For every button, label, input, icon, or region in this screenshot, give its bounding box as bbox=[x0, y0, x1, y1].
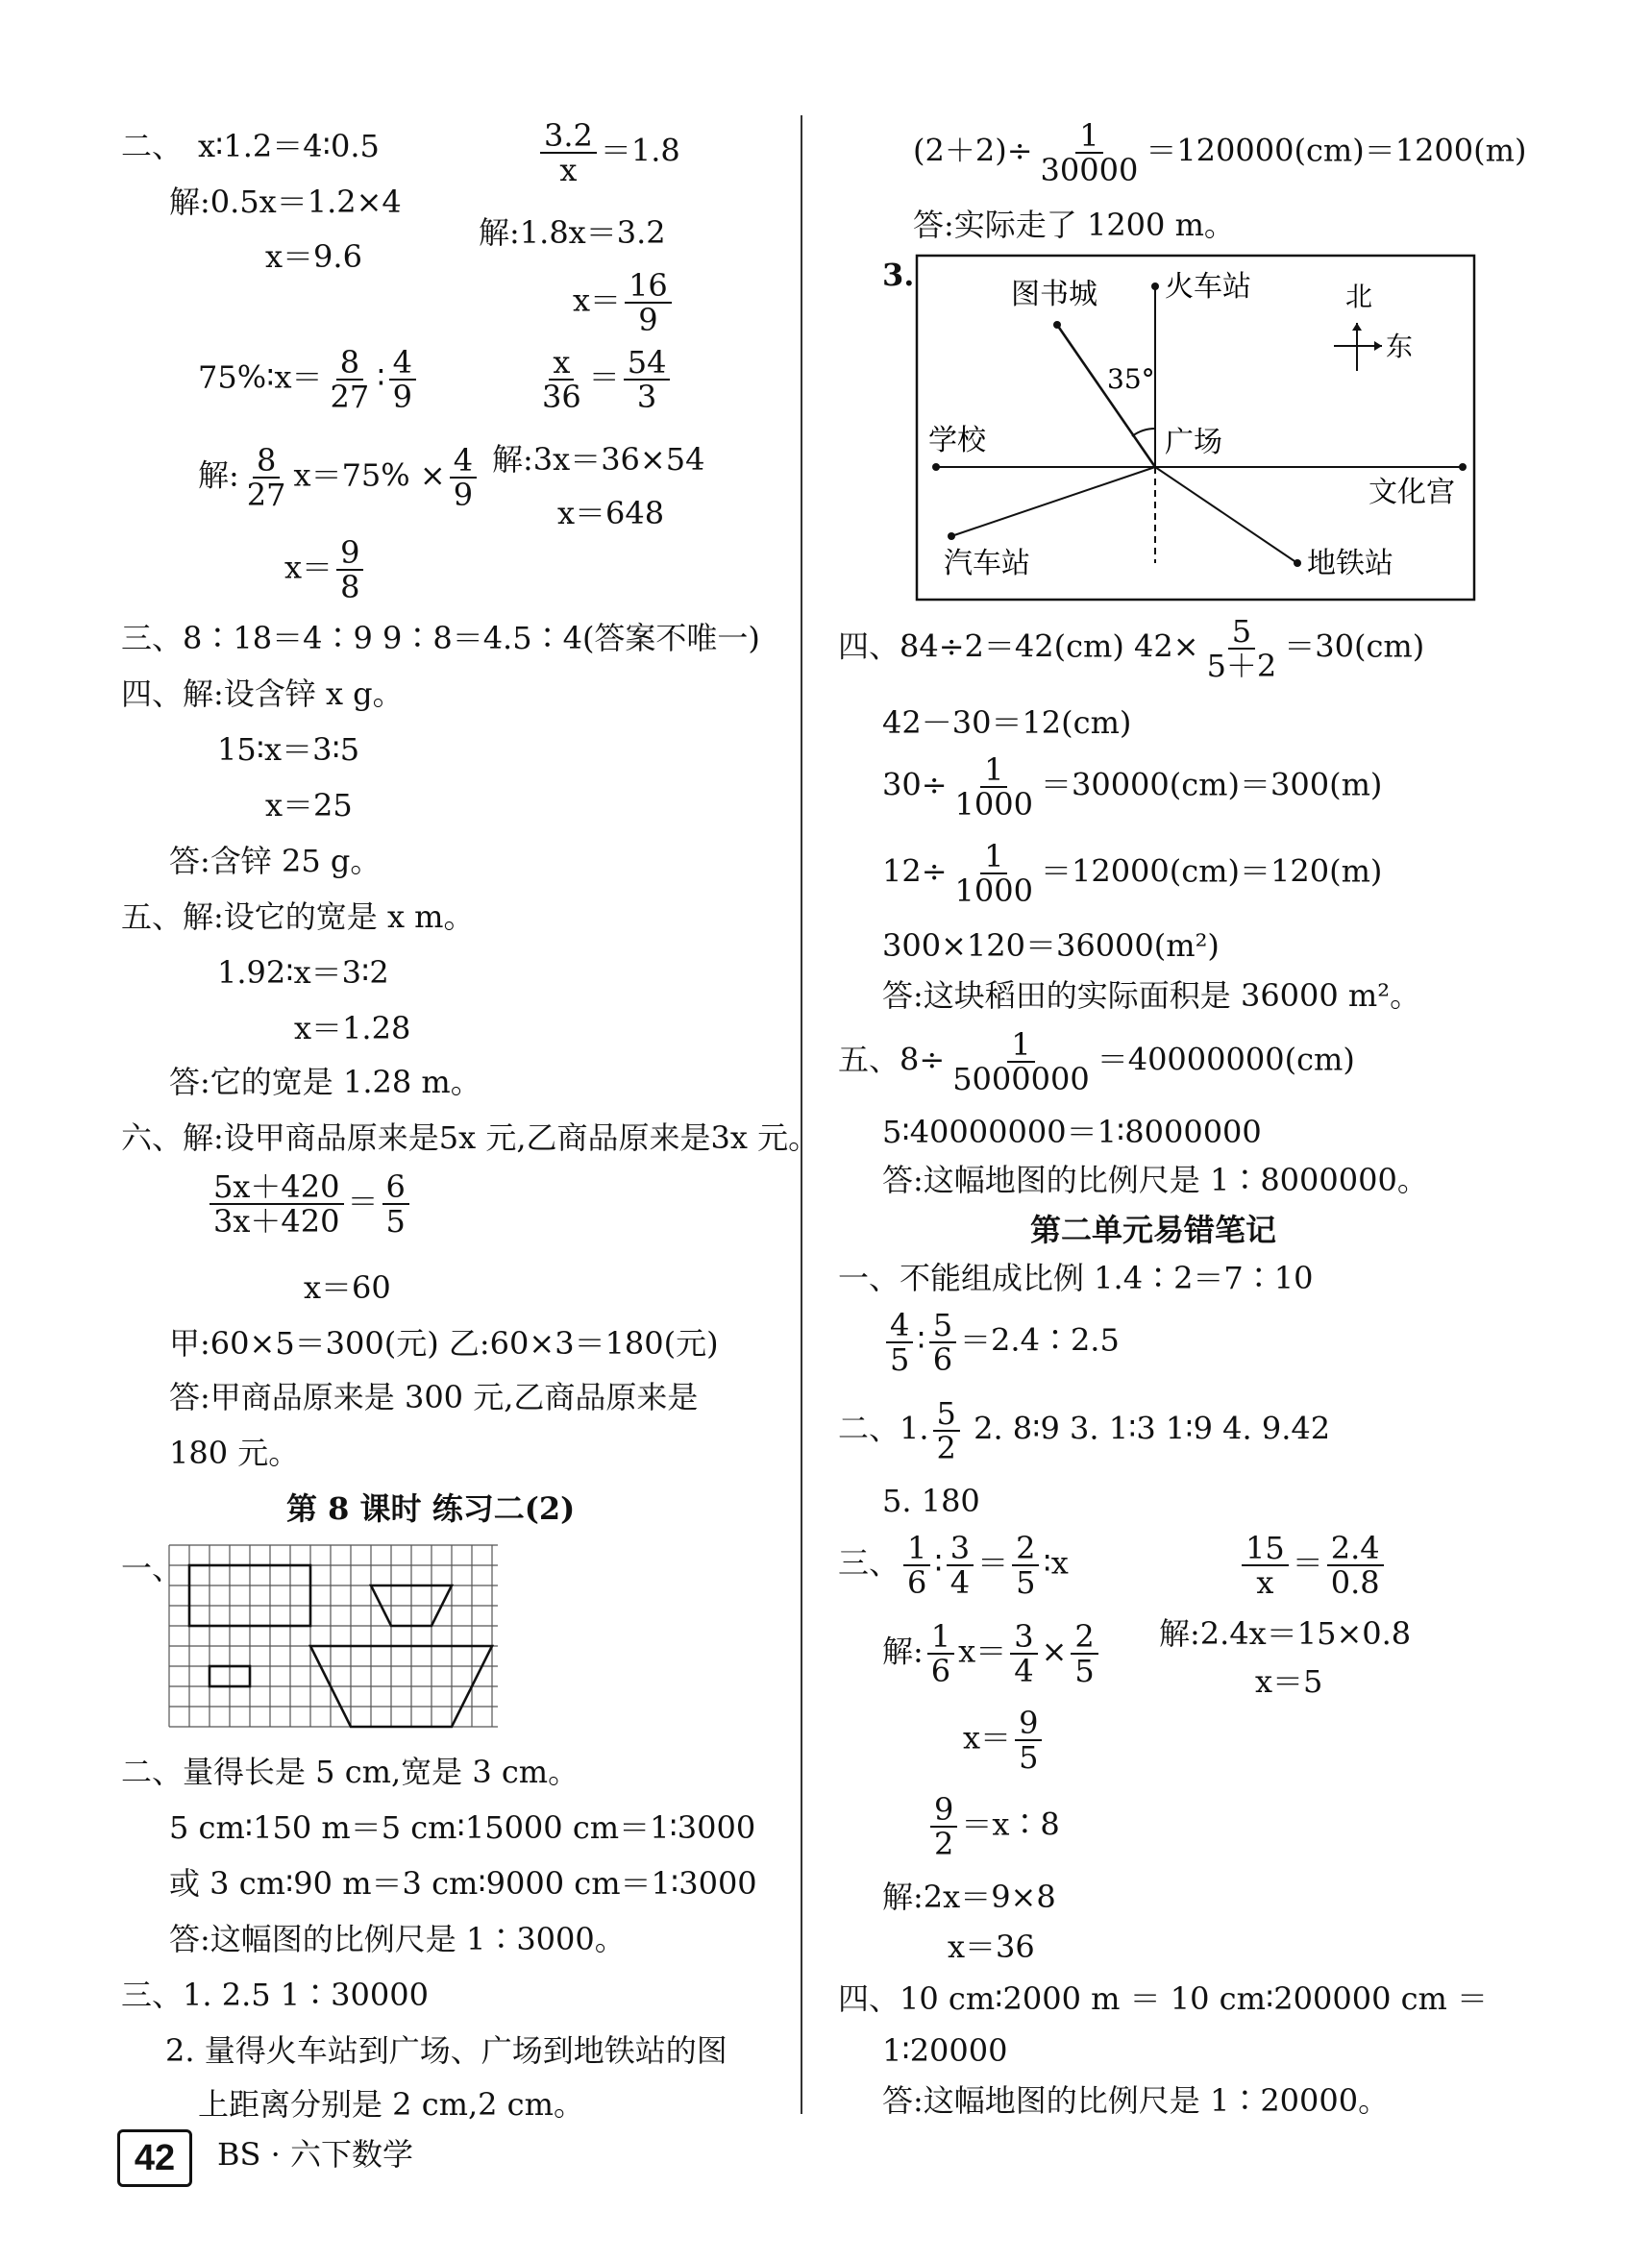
calculation: 12÷ $\frac{1}{1000}$ ＝12000(cm)＝120(m) bbox=[882, 838, 1383, 909]
fraction: $\frac{5}{5+2}$ bbox=[1206, 613, 1277, 684]
fraction: $\frac{4}{9}$ bbox=[450, 444, 477, 511]
solution-step: 解:2x＝9×8 bbox=[882, 1879, 1056, 1915]
book-label: BS · 六下数学 bbox=[217, 2136, 413, 2173]
answer: x＝9.6 bbox=[265, 238, 362, 275]
answer: 1∶20000 bbox=[882, 2032, 1008, 2069]
answer: x＝60 bbox=[304, 1269, 391, 1306]
angle-label: 35° bbox=[1107, 363, 1155, 395]
page-number: 42 bbox=[117, 2129, 192, 2187]
problem-text: 2. 量得火车站到广场、广场到地铁站的图 bbox=[165, 2032, 727, 2069]
unit-title: 第二单元易错笔记 bbox=[1030, 1212, 1277, 1248]
answer-sentence: 答:含锌 25 g。 bbox=[169, 843, 382, 879]
section-4: 四、84÷2＝42(cm) 42× $\frac{5}{5+2}$ ＝30(cm) bbox=[838, 613, 1425, 684]
section-2: 二、量得长是 5 cm,宽是 3 cm。 bbox=[121, 1754, 579, 1790]
fraction: $\frac{3.2}{x}$ bbox=[540, 119, 597, 186]
culture-label: 文化宫 bbox=[1368, 476, 1455, 509]
section-3: 三、1. 2.5 1∶30000 bbox=[121, 1977, 429, 2013]
section-3: 三、 $\frac{1}{6}$ ∶ $\frac{3}{4}$ ＝ $\frac{2}{5}$ ∶x bbox=[838, 1530, 1069, 1601]
fraction: $\frac{2}{5}$ bbox=[1012, 1532, 1039, 1599]
section-5: 五、8÷ $\frac{1}{5000000}$ ＝40000000(cm) bbox=[838, 1026, 1355, 1097]
section-5: 五、解:设它的宽是 x m。 bbox=[121, 898, 475, 935]
calculation: 30÷ $\frac{1}{1000}$ ＝30000(cm)＝300(m) bbox=[882, 751, 1383, 823]
fraction: $\frac{1}{30000}$ bbox=[1040, 117, 1139, 188]
fraction: $\frac{1}{5000000}$ bbox=[952, 1026, 1090, 1097]
equation: $\frac{5x+420}{3x+420}$ ＝ $\frac{6}{5}$ bbox=[206, 1170, 413, 1238]
fraction: $\frac{8}{27}$ bbox=[246, 442, 286, 513]
section-6: 六、解:设甲商品原来是5x 元,乙商品原来是3x 元。 bbox=[121, 1119, 820, 1156]
fraction: $\frac{2}{5}$ bbox=[1071, 1620, 1097, 1687]
answer: x＝648 bbox=[557, 495, 665, 531]
fraction: $\frac{16}{9}$ bbox=[625, 269, 672, 336]
solution-step: 解: $\frac{1}{6}$ x＝ $\frac{3}{4}$ × $\frac{2}{5}$ bbox=[882, 1620, 1102, 1687]
answer-sentence: 答:这幅图的比例尺是 1∶3000。 bbox=[169, 1921, 626, 1957]
library-dot bbox=[1053, 321, 1061, 329]
fraction: $\frac{9}{8}$ bbox=[336, 536, 363, 603]
fraction: $\frac{54}{3}$ bbox=[624, 346, 671, 413]
fraction: $\frac{8}{27}$ bbox=[330, 344, 370, 415]
east-label: 东 bbox=[1386, 331, 1414, 362]
bus-dot bbox=[948, 532, 955, 540]
calculation: 42－30＝12(cm) bbox=[882, 704, 1132, 741]
school-label: 学校 bbox=[928, 424, 986, 457]
answer-sentence: 答:它的宽是 1.28 m。 bbox=[169, 1064, 481, 1100]
fraction: $\frac{9}{5}$ bbox=[1015, 1707, 1042, 1774]
answer-sentence: 答:实际走了 1200 m。 bbox=[913, 207, 1235, 243]
school-dot bbox=[932, 463, 940, 471]
square-label: 广场 bbox=[1165, 426, 1222, 459]
section-1: 一、不能组成比例 1.4∶2＝7∶10 bbox=[838, 1260, 1314, 1296]
calculation: 5∶40000000＝1∶8000000 bbox=[882, 1114, 1262, 1150]
angle-arc bbox=[1132, 429, 1155, 436]
answer-sentence: 答:甲商品原来是 300 元,乙商品原来是 bbox=[169, 1379, 699, 1415]
problem-text: 上距离分别是 2 cm,2 cm。 bbox=[198, 2086, 584, 2123]
fraction: $\frac{15}{x}$ bbox=[1242, 1532, 1289, 1599]
section-4: 四、10 cm∶2000 m ＝ 10 cm∶200000 cm ＝ bbox=[838, 1980, 1489, 2017]
fraction: $\frac{3}{4}$ bbox=[947, 1532, 974, 1599]
calculation: 5 cm∶150 m＝5 cm∶15000 cm＝1∶3000 bbox=[169, 1809, 756, 1846]
answer: x＝36 bbox=[948, 1929, 1035, 1965]
fraction: $\frac{1}{6}$ bbox=[903, 1532, 930, 1599]
answer: x＝5 bbox=[1255, 1663, 1323, 1700]
section-4: 四、解:设含锌 x g。 bbox=[121, 676, 404, 712]
solution-step: 解:0.5x＝1.2×4 bbox=[169, 184, 402, 220]
answer-sentence: 答:这幅地图的比例尺是 1∶8000000。 bbox=[882, 1162, 1428, 1198]
equation: 75%∶x＝ $\frac{8}{27}$ ∶ $\frac{4}{9}$ bbox=[198, 346, 420, 413]
section-2-header: 二、 bbox=[121, 128, 184, 164]
grid-drawing bbox=[167, 1543, 500, 1732]
lesson-title: 第 8 课时 练习二(2) bbox=[286, 1490, 576, 1527]
solution-step: 解:2.4x＝15×0.8 bbox=[1159, 1615, 1412, 1652]
subway-line bbox=[1155, 467, 1297, 563]
section-2: 二、1. $\frac{5}{2}$ 2. 8∶9 3. 1∶3 1∶9 4. 9.42 bbox=[838, 1395, 1331, 1466]
fraction: $\frac{9}{2}$ bbox=[930, 1793, 957, 1860]
fraction: $\frac{2.4}{0.8}$ bbox=[1327, 1532, 1384, 1599]
north-label: 北 bbox=[1345, 281, 1373, 312]
answer: x＝25 bbox=[265, 787, 353, 823]
calculation: $\frac{4}{5}$ ∶ $\frac{5}{6}$ ＝2.4∶2.5 bbox=[882, 1309, 1120, 1376]
answer: x＝ $\frac{16}{9}$ bbox=[573, 269, 676, 336]
fraction: $\frac{4}{9}$ bbox=[389, 346, 416, 413]
equation: $\frac{9}{2}$ ＝x∶8 bbox=[926, 1793, 1060, 1860]
section-3: 三、8∶18＝4∶9 9∶8＝4.5∶4(答案不唯一) bbox=[121, 620, 760, 656]
fraction: $\frac{5}{6}$ bbox=[929, 1309, 956, 1376]
library-label: 图书城 bbox=[1011, 278, 1097, 311]
culture-dot bbox=[1459, 463, 1467, 471]
solution-step: 解: $\frac{8}{27}$ x＝75% × $\frac{4}{9}$ bbox=[198, 444, 481, 511]
fraction: $\frac{1}{1000}$ bbox=[954, 751, 1033, 823]
grid-lines bbox=[169, 1545, 498, 1727]
calculation: 甲:60×5＝300(元) 乙:60×3＝180(元) bbox=[169, 1325, 719, 1362]
bus-label: 汽车站 bbox=[944, 547, 1030, 580]
answer: x＝1.28 bbox=[294, 1010, 411, 1046]
fraction: $\frac{5x+420}{3x+420}$ bbox=[210, 1170, 344, 1238]
item-label: 3. bbox=[882, 257, 915, 293]
subway-dot bbox=[1294, 559, 1301, 567]
answer: x＝ $\frac{9}{5}$ bbox=[963, 1707, 1046, 1774]
section-1-label: 一、 bbox=[121, 1550, 184, 1586]
compass-icon bbox=[1334, 323, 1382, 371]
fraction: $\frac{1}{6}$ bbox=[927, 1620, 954, 1687]
answer-sentence: 答:这块稻田的实际面积是 36000 m²。 bbox=[882, 977, 1421, 1014]
answer: 5. 180 bbox=[882, 1483, 980, 1519]
direction-map bbox=[913, 254, 1480, 603]
fraction: $\frac{x}{36}$ bbox=[542, 344, 581, 415]
equation: $\frac{15}{x}$ ＝ $\frac{2.4}{0.8}$ bbox=[1238, 1532, 1388, 1599]
calculation: (2＋2)÷ $\frac{1}{30000}$ ＝120000(cm)＝1200(m) bbox=[913, 117, 1527, 188]
fraction: $\frac{5}{2}$ bbox=[933, 1397, 960, 1464]
equation: x∶1.2＝4∶0.5 bbox=[198, 128, 380, 164]
answer: x＝ $\frac{9}{8}$ bbox=[284, 536, 367, 603]
library-line bbox=[1057, 325, 1155, 467]
equation: $\frac{x}{36}$ ＝ $\frac{54}{3}$ bbox=[534, 346, 674, 413]
fraction: $\frac{3}{4}$ bbox=[1010, 1620, 1037, 1687]
answer-sentence: 答:这幅地图的比例尺是 1∶20000。 bbox=[882, 2082, 1390, 2119]
answer-sentence: 180 元。 bbox=[169, 1435, 300, 1471]
fraction: $\frac{6}{5}$ bbox=[382, 1170, 409, 1238]
fraction: $\frac{4}{5}$ bbox=[886, 1309, 913, 1376]
equation: 1.92∶x＝3∶2 bbox=[217, 954, 389, 991]
bus-line bbox=[951, 467, 1155, 536]
column-divider bbox=[801, 115, 802, 2114]
train-dot bbox=[1151, 283, 1159, 290]
equation: $\frac{3.2}{x}$ ＝1.8 bbox=[536, 119, 680, 186]
calculation: 或 3 cm∶90 m＝3 cm∶9000 cm＝1∶3000 bbox=[169, 1865, 757, 1902]
calculation: 300×120＝36000(m²) bbox=[882, 927, 1220, 964]
train-label: 火车站 bbox=[1165, 270, 1251, 304]
equation: 15∶x＝3∶5 bbox=[217, 731, 360, 768]
fraction: $\frac{1}{1000}$ bbox=[954, 838, 1033, 909]
subway-label: 地铁站 bbox=[1307, 547, 1393, 580]
solution-step: 解:3x＝36×54 bbox=[492, 441, 705, 478]
solution-step: 解:1.8x＝3.2 bbox=[479, 214, 666, 251]
